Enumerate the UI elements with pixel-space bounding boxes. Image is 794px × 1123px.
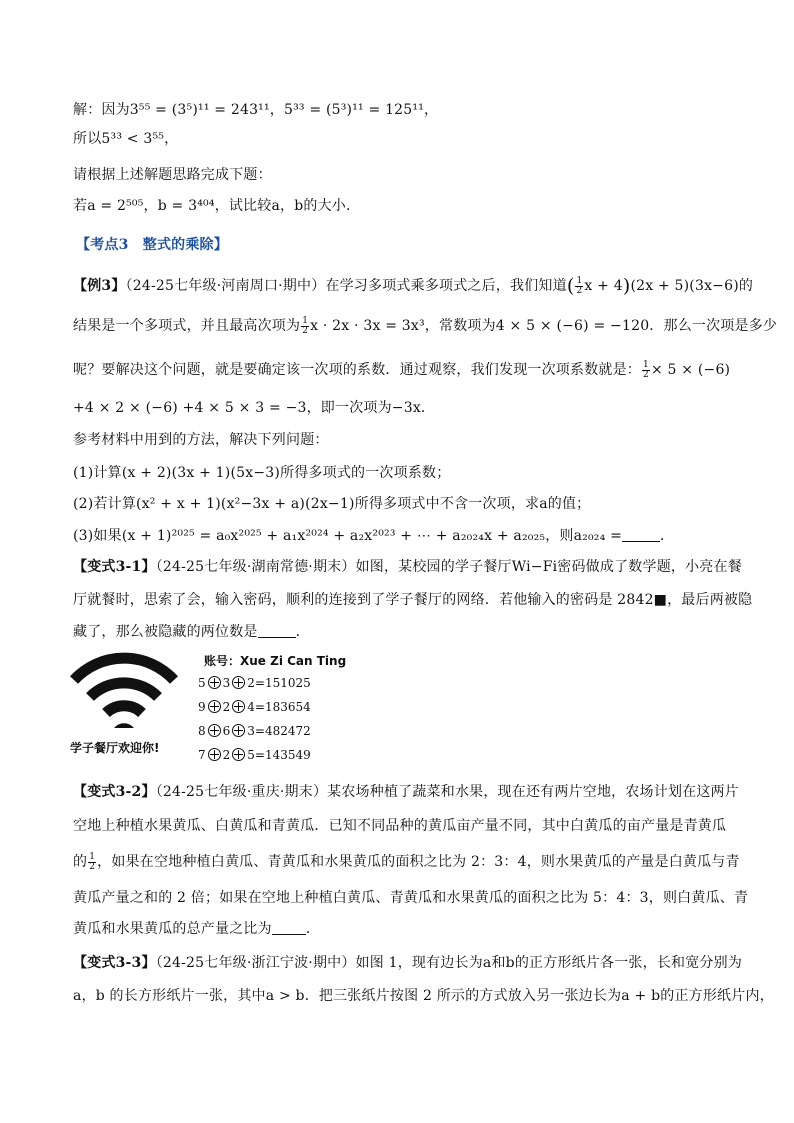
- circled-plus-icon: [208, 724, 221, 737]
- wifi-arc-outer: [74, 658, 174, 680]
- equation-row: [198, 676, 311, 690]
- variant33-line-1: [73, 953, 742, 973]
- example3-line-1: [73, 276, 753, 296]
- eq-operand: 7: [198, 748, 206, 762]
- variant32-line-4: 黄瓜产量之和的 2 倍；如果在空地上种植白黄瓜、青黄瓜和水果黄瓜的面积之比为 5：4：3，则白黄瓜、青: [73, 890, 749, 906]
- variant32-line-5: [73, 919, 320, 939]
- variant31-line-2: 厅就餐时，思索了会，输入密码，顺利的连接到了学子餐厅的网络．若他输入的密码是 2842■，最后两被隐: [73, 592, 753, 608]
- solution-line-4: 若a = 2⁵⁰⁵，b = 3⁴⁰⁴，试比较a，b的大小．: [73, 198, 361, 214]
- example3-line-3: [73, 360, 730, 380]
- example3-text-c: (2x + 5)(3x−6)的: [630, 278, 754, 294]
- circled-plus-icon: [232, 676, 245, 689]
- question-1: (1)计算(x + 2)(3x + 1)(5x−3)所得多项式的一次项系数；: [73, 465, 451, 481]
- circled-plus-icon: [208, 748, 221, 761]
- paren-open: (: [566, 275, 575, 297]
- example3-text-b: x + 4: [584, 278, 623, 294]
- answer-blank: [622, 527, 660, 542]
- variant33-text-1: （24-25七年级·浙江宁波·期中）如图 1，现有边长为a和b的正方形纸片各一张，长和宽分别为: [155, 955, 743, 971]
- question-3-text: (3)如果(x + 1)²⁰²⁵ = a₀x²⁰²⁵ + a₁x²⁰²⁴ + a₂x²⁰²³ + ⋯ + a₂₀₂₄x + a₂₀₂₅，则a₂₀₂₄ =: [73, 528, 622, 544]
- variant32-line-1: [73, 782, 739, 802]
- example3-l2-text-a: 结果是一个多项式，并且最高次项为: [73, 318, 301, 334]
- variant32-text-3b: ，如果在空地种植白黄瓜、青黄瓜和水果黄瓜的面积之比为 2：3：4，则水果黄瓜的产量是白黄瓜与青: [97, 854, 740, 870]
- question-2: (2)若计算(x² + x + 1)(x²−3x + a)(2x−1)所得多项式中不含一次项，求a的值；: [73, 496, 591, 512]
- example3-line-2: [73, 316, 777, 336]
- equation-row: [198, 724, 311, 738]
- fraction-half: $\frac{1}{2}$: [89, 851, 96, 872]
- variant32-tag: 【变式3-2】: [73, 784, 156, 800]
- example3-l3-text-b: × 5 × (−6): [650, 362, 731, 378]
- variant31-line-1: [73, 557, 742, 577]
- example3-tag: 【例3】: [73, 278, 126, 294]
- answer-blank: [272, 920, 306, 935]
- fraction-half: $\frac{1}{2}$: [643, 359, 649, 380]
- eq-result: 4=183654: [247, 700, 311, 714]
- section-heading: 【考点3 整式的乘除】: [76, 237, 228, 253]
- eq-operand: 9: [198, 700, 206, 714]
- eq-result: 5=143549: [247, 748, 311, 762]
- eq-operand: 5: [198, 676, 206, 690]
- variant31-line-3: [73, 622, 310, 642]
- wifi-signal-graphic: [68, 652, 180, 742]
- eq-result: 3=482472: [247, 724, 311, 738]
- eq-operand: 2: [222, 700, 231, 714]
- variant32-text-5-end: ．: [305, 921, 321, 937]
- circled-plus-icon: [232, 724, 245, 737]
- example3-l2-text-b: x · 2x · 3x = 3x³，常数项为4 × 5 × (−6) = −120．那么一次项是多少: [310, 318, 778, 334]
- variant31-text-1: （24-25七年级·湖南常德·期末）如图，某校园的学子餐厅Wi−Fi密码做成了数学题，小亮在餐: [155, 559, 742, 575]
- solution-line-2: 所以5³³ < 3⁵⁵，: [73, 131, 179, 147]
- example3-text-a: （24-25七年级·河南周口·期中）在学习多项式乘多项式之后，我们知道: [125, 278, 567, 294]
- question-3: [73, 526, 674, 546]
- wifi-arc-inner: [106, 706, 142, 713]
- variant31-tag: 【变式3-1】: [73, 559, 156, 575]
- solution-line-1: 解：因为3⁵⁵ = (3⁵)¹¹ = 243¹¹，5³³ = (5³)¹¹ = 125¹¹，: [73, 102, 439, 118]
- circled-plus-icon: [232, 748, 245, 761]
- eq-operand: 6: [222, 724, 231, 738]
- example3-line-5: 参考材料中用到的方法，解决下列问题：: [73, 432, 329, 448]
- answer-blank: [258, 623, 296, 638]
- variant32-text-1: （24-25七年级·重庆·期末）某农场种植了蔬菜和水果，现在还有两片空地，农场计划在这两片: [155, 784, 739, 800]
- paren-close: ): [622, 275, 631, 297]
- fraction-half: $\frac{1}{2}$: [302, 315, 309, 336]
- eq-result: 2=151025: [247, 676, 311, 690]
- variant33-tag: 【变式3-3】: [73, 955, 156, 971]
- eq-operand: 3: [222, 676, 231, 690]
- wifi-account: 账号：Xue Zi Can Ting: [204, 654, 347, 668]
- circled-plus-icon: [232, 700, 245, 713]
- circled-plus-icon: [208, 700, 221, 713]
- example3-line-4: +4 × 2 × (−6) +4 × 5 × 3 = −3，即一次项为−3x．: [73, 400, 436, 416]
- solution-line-3: 请根据上述解题思路完成下题：: [73, 167, 272, 183]
- variant32-line-3: [73, 852, 740, 872]
- equation-row: [198, 700, 311, 714]
- wifi-caption: 学子餐厅欢迎你!: [70, 741, 160, 755]
- variant33-line-2: a，b 的长方形纸片一张，其中a > b．把三张纸片按图 2 所示的方式放入另一张边长为a + b的正方形纸片内，: [73, 988, 774, 1004]
- circled-plus-icon: [208, 676, 221, 689]
- example3-l3-text-a: 呢？要解决这个问题，就是要确定该一次项的系数．通过观察，我们发现一次项系数就是：: [73, 362, 641, 378]
- variant32-text-5: 黄瓜和水果黄瓜的总产量之比为: [73, 921, 272, 937]
- variant31-text-3-end: ．: [295, 624, 310, 640]
- variant31-text-3: 藏了，那么被隐藏的两位数是: [73, 624, 258, 640]
- wifi-arc-middle: [90, 683, 158, 697]
- eq-operand: 2: [222, 748, 231, 762]
- wifi-dot: [114, 723, 134, 728]
- equation-row: [198, 748, 311, 762]
- variant32-text-3a: 的: [73, 854, 88, 870]
- fraction-half: $\frac{1}{2}$: [576, 275, 583, 296]
- variant32-line-2: 空地上种植水果黄瓜、白黄瓜和青黄瓜．已知不同品种的黄瓜亩产量不同，其中白黄瓜的亩产量是青黄瓜: [73, 818, 727, 834]
- eq-operand: 8: [198, 724, 206, 738]
- question-3-end: ．: [660, 528, 675, 544]
